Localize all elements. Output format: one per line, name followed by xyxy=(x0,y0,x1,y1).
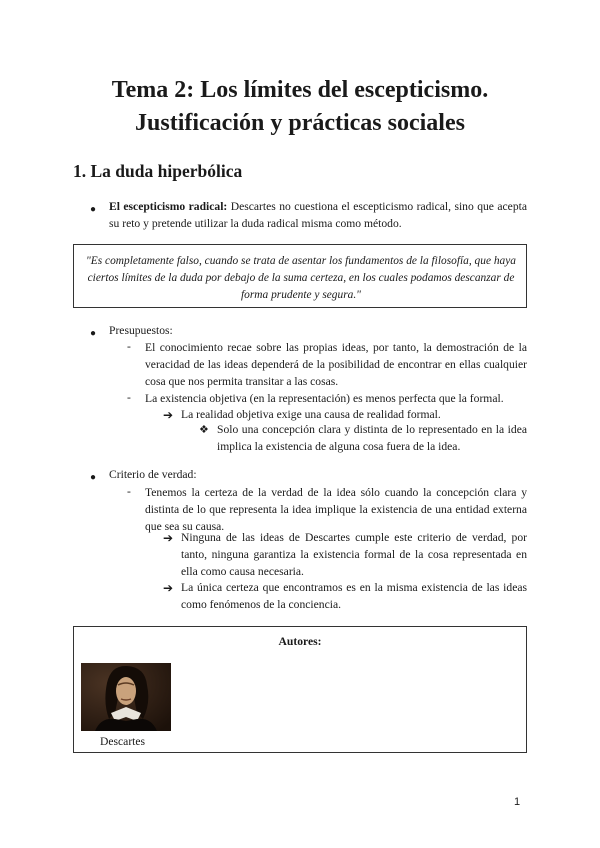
page-title xyxy=(60,74,540,140)
portrait-image xyxy=(81,663,171,731)
presupuesto-1: El conocimiento recae sobre las propias ideas, por tanto, la demostración de la veracidad de las ideas dependerá de la posibilidad de encontrar en ellas cualquier cosa que nos permita transitar a las cosas. xyxy=(145,341,527,388)
title-line-2: Justificación y prácticas sociales xyxy=(135,110,465,136)
authors-heading: Autores: xyxy=(278,635,322,648)
presupuesto-2-arrow: La realidad objetiva exige una causa de realidad formal. xyxy=(181,408,441,421)
arrow-right-icon: ➔ xyxy=(163,581,174,595)
criterio-arrow-2: La única certeza que encontramos es en la misma existencia de las ideas como fenómenos de la conciencia. xyxy=(181,581,527,611)
arrow-right-icon: ➔ xyxy=(163,531,174,545)
bullet-icon: ● xyxy=(90,472,97,483)
dash-icon: - xyxy=(127,391,131,404)
bullet-criterio-label: Criterio de verdad: xyxy=(109,468,197,481)
bullet-escepticismo xyxy=(109,199,527,233)
authors-box xyxy=(73,626,527,753)
dash-icon: - xyxy=(127,485,131,498)
descartes-portrait xyxy=(81,663,171,731)
bullet-text: Descartes no cuestiona el escepticismo radical, sino que acepta su reto y pretende utilizar la duda radical misma como método. xyxy=(109,200,527,230)
title-line-1: Tema 2: Los límites del escepticismo. xyxy=(111,77,489,103)
arrow-right-icon: ➔ xyxy=(163,408,174,422)
presupuesto-2-diamond: Solo una concepción clara y distinta de lo representado en la idea implica la existencia de alguna cosa fuera de la idea. xyxy=(217,423,527,453)
page-number: 1 xyxy=(514,796,521,808)
dash-icon: - xyxy=(127,340,131,353)
quote-text: "Es completamente falso, cuando se trata de asentar los fundamentos de la filosofía, que haya ciertos límites de la duda por debajo de la suma certeza, en los cuales podamos descanzar de forma prudente y segura." xyxy=(86,255,516,301)
criterio-1: Tenemos la certeza de la verdad de la idea sólo cuando la concepción clara y distinta de lo que representa la idea implique la existencia de una entidad externa que sea su causa. xyxy=(145,486,527,533)
bullet-bold-label: El escepticismo radical: xyxy=(109,200,228,213)
section-heading: 1. La duda hiperbólica xyxy=(73,161,243,181)
bullet-presupuestos-label: Presupuestos: xyxy=(109,324,173,337)
presupuesto-2: La existencia objetiva (en la representación) es menos perfecta que la formal. xyxy=(145,392,504,405)
author-name: Descartes xyxy=(100,735,146,748)
bullet-icon: ● xyxy=(90,204,97,215)
criterio-arrow-1: Ninguna de las ideas de Descartes cumple este criterio de verdad, por tanto, ninguna garantiza la existencia formal de la cosa representada en ella como causa necesaria. xyxy=(181,531,527,578)
bullet-icon: ● xyxy=(90,328,97,339)
diamond-bullet-icon: ❖ xyxy=(199,424,209,436)
quote-box xyxy=(73,244,527,308)
